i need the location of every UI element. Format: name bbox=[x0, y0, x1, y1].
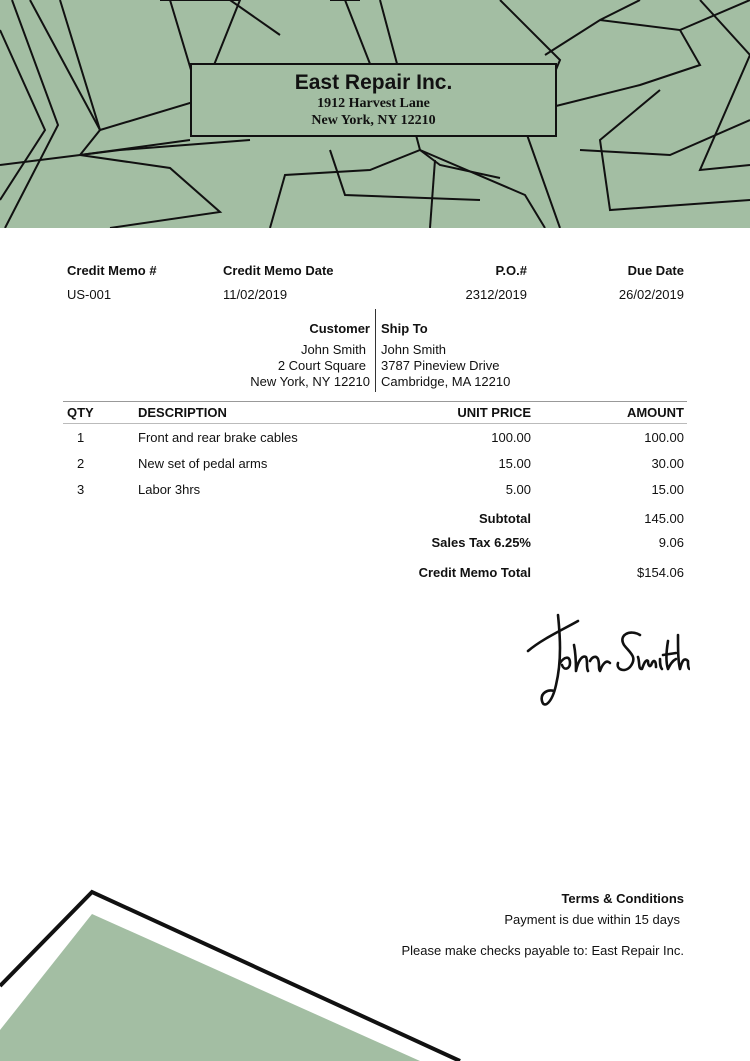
row-unit-price: 15.00 bbox=[498, 456, 531, 471]
row-qty: 3 bbox=[77, 482, 85, 497]
row-unit-price: 5.00 bbox=[505, 482, 531, 497]
col-unit-price-header: UNIT PRICE bbox=[457, 405, 531, 420]
terms-line1: Payment is due within 15 days bbox=[504, 912, 680, 927]
ship-to-name: John Smith bbox=[381, 342, 447, 357]
due-date: 26/02/2019 bbox=[618, 287, 684, 302]
sales-tax-label: Sales Tax 6.25% bbox=[431, 535, 531, 550]
ship-to-label: Ship To bbox=[381, 321, 428, 336]
row-amount: 100.00 bbox=[644, 430, 684, 445]
row-amount: 30.00 bbox=[651, 456, 684, 471]
company-name: East Repair Inc. bbox=[294, 71, 453, 94]
credit-memo-total-value: $154.06 bbox=[637, 565, 684, 580]
ship-to-address-line2: Cambridge, MA 12210 bbox=[381, 374, 511, 389]
row-qty: 2 bbox=[77, 456, 85, 471]
col-amount-header: AMOUNT bbox=[626, 405, 684, 420]
memo-date: 11/02/2019 bbox=[223, 287, 288, 302]
row-unit-price: 100.00 bbox=[491, 430, 531, 445]
customer-address-line2: New York, NY 12210 bbox=[250, 374, 370, 389]
signature-image bbox=[520, 605, 690, 715]
due-date-label: Due Date bbox=[627, 263, 684, 278]
col-description-header: DESCRIPTION bbox=[138, 405, 227, 420]
subtotal-value: 145.00 bbox=[644, 511, 684, 526]
memo-number-label: Credit Memo # bbox=[67, 263, 157, 278]
row-amount: 15.00 bbox=[651, 482, 684, 497]
terms-line2: Please make checks payable to: East Repair Inc. bbox=[401, 943, 684, 958]
company-header-box bbox=[190, 63, 557, 137]
table-header-rule bbox=[63, 423, 687, 424]
row-description: Labor 3hrs bbox=[138, 482, 201, 497]
customer-name: John Smith bbox=[300, 342, 366, 357]
po-label: P.O.# bbox=[495, 263, 527, 278]
ship-to-address-line1: 3787 Pineview Drive bbox=[381, 358, 500, 373]
footer-geometric-decoration bbox=[0, 880, 470, 1061]
col-qty-header: QTY bbox=[67, 405, 94, 420]
row-description: New set of pedal arms bbox=[138, 456, 268, 471]
memo-date-label: Credit Memo Date bbox=[223, 263, 334, 278]
table-top-rule bbox=[63, 401, 687, 402]
subtotal-label: Subtotal bbox=[479, 511, 531, 526]
po-number: 2312/2019 bbox=[465, 287, 527, 302]
row-description: Front and rear brake cables bbox=[138, 430, 298, 445]
customer-address-line1: 2 Court Square bbox=[277, 358, 366, 373]
memo-number: US-001 bbox=[67, 287, 112, 302]
customer-label: Customer bbox=[309, 321, 370, 336]
terms-title: Terms & Conditions bbox=[561, 891, 684, 906]
company-address-line2: New York, NY 12210 bbox=[311, 113, 436, 128]
credit-memo-total-label: Credit Memo Total bbox=[418, 565, 531, 580]
sales-tax-value: 9.06 bbox=[658, 535, 684, 550]
address-divider bbox=[375, 309, 376, 392]
company-address-line1: 1912 Harvest Lane bbox=[317, 96, 430, 111]
row-qty: 1 bbox=[77, 430, 85, 445]
header-banner bbox=[0, 0, 750, 228]
